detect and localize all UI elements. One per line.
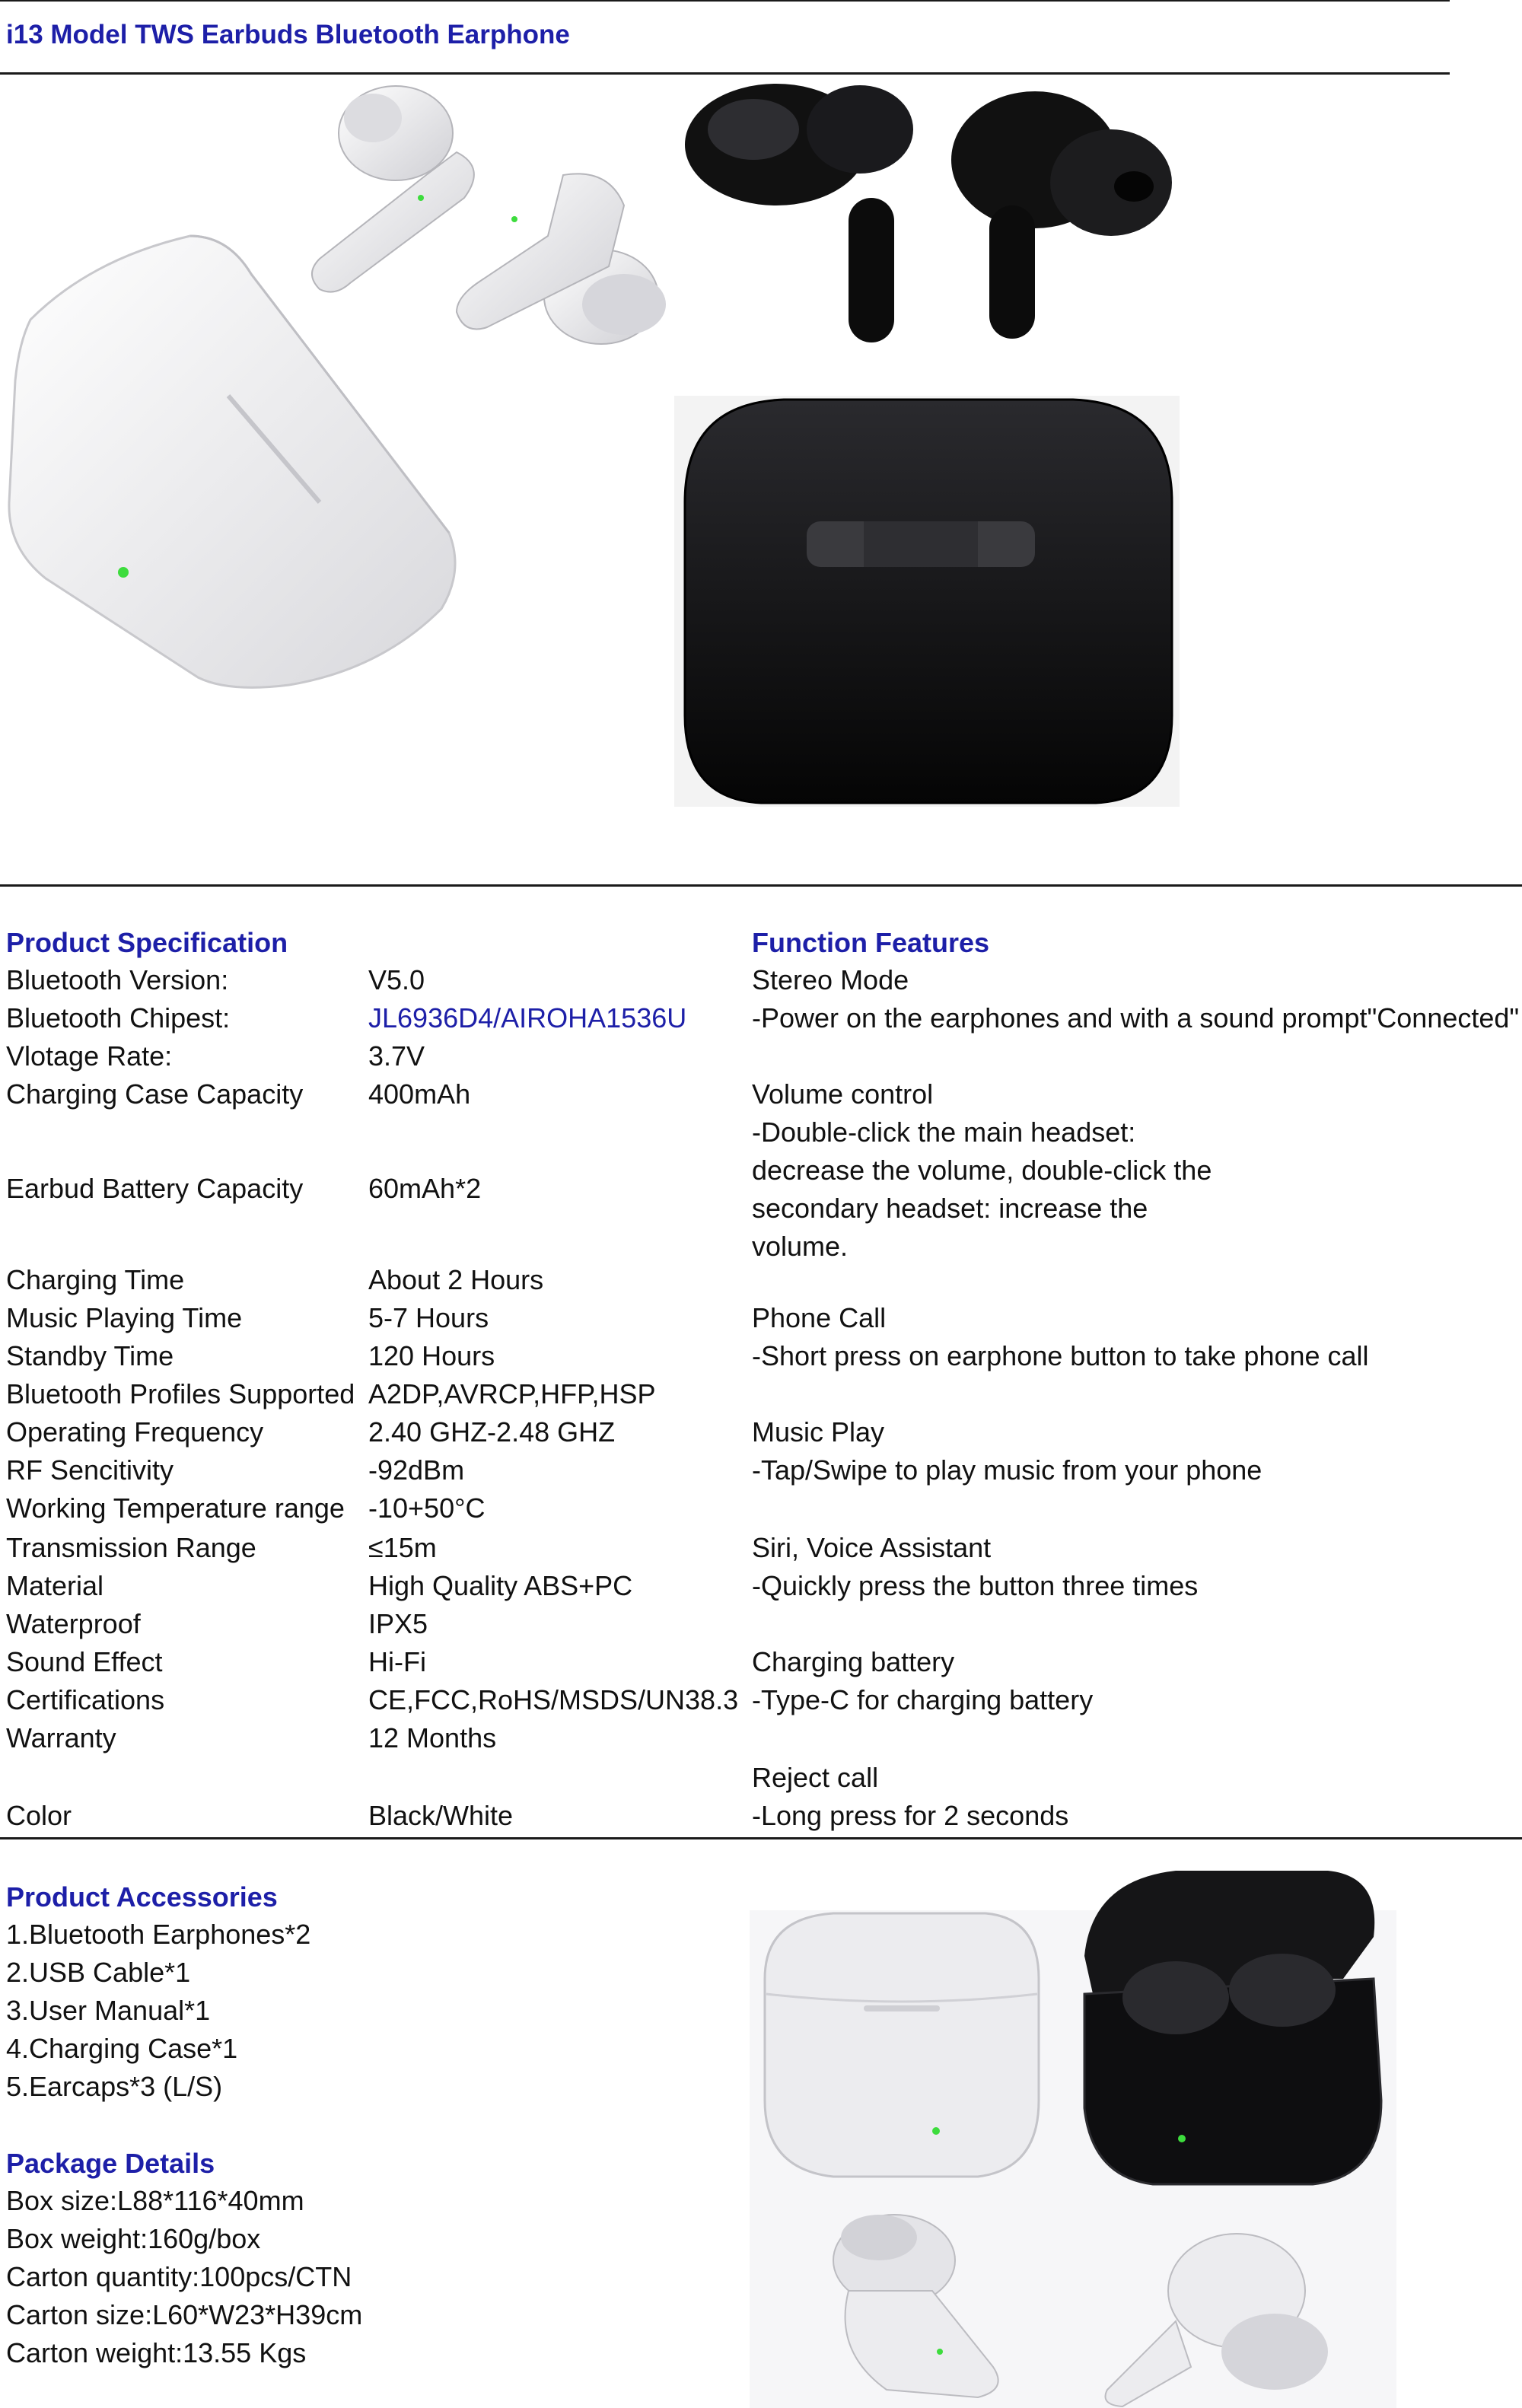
feature-desc: -Quickly press the button three times — [752, 1570, 1199, 1601]
spec-value: CE,FCC,RoHS/MSDS/UN38.3 — [368, 1684, 739, 1715]
cases-and-earbuds-photo — [750, 1865, 1396, 2408]
feature-title: Siri, Voice Assistant — [752, 1532, 992, 1563]
spec-label: Bluetooth Profiles Supported — [6, 1378, 355, 1409]
package-item: Box weight:160g/box — [6, 2223, 261, 2254]
spec-label: Bluetooth Version: — [6, 964, 229, 995]
spec-value: A2DP,AVRCP,HFP,HSP — [368, 1378, 656, 1409]
feature-desc: volume. — [752, 1231, 849, 1262]
features-heading: Function Features — [752, 927, 990, 958]
spec-value: 400mAh — [368, 1078, 471, 1110]
spec-label: Charging Case Capacity — [6, 1078, 304, 1110]
package-heading: Package Details — [6, 2148, 215, 2179]
spec-label: Certifications — [6, 1684, 165, 1715]
feature-desc: secondary headset: increase the — [752, 1193, 1148, 1224]
white-earbud-right — [457, 174, 666, 344]
spec-value: Black/White — [368, 1800, 514, 1831]
spec-label: Music Playing Time — [6, 1302, 243, 1333]
feature-desc: decrease the volume, double-click the — [752, 1155, 1212, 1186]
spec-label: Bluetooth Chipest: — [6, 1002, 231, 1034]
spec-label: Operating Frequency — [6, 1416, 264, 1448]
spec-label: Color — [6, 1800, 72, 1831]
feature-desc: -Type-C for charging battery — [752, 1684, 1094, 1715]
black-charging-case — [674, 396, 1180, 807]
feature-title: Volume control — [752, 1078, 934, 1110]
accessories-heading: Product Accessories — [6, 1881, 278, 1913]
section-rule-2 — [0, 1837, 1522, 1839]
spec-label: Vlotage Rate: — [6, 1040, 173, 1072]
feature-desc: -Double-click the main headset: — [752, 1116, 1136, 1148]
spec-value: -10+50°C — [368, 1492, 486, 1524]
black-earbud-left — [685, 84, 913, 342]
package-item: Carton weight:13.55 Kgs — [6, 2337, 307, 2368]
feature-title: Music Play — [752, 1416, 885, 1448]
accessory-item: 2.USB Cable*1 — [6, 1957, 191, 1988]
accessory-item: 4.Charging Case*1 — [6, 2033, 238, 2064]
section-rule-1 — [0, 884, 1522, 887]
spec-value: Hi-Fi — [368, 1646, 426, 1677]
feature-desc: -Power on the earphones and with a sound prompt"Connected" — [752, 1002, 1520, 1034]
accessory-item: 3.User Manual*1 — [6, 1995, 211, 2026]
package-item: Box size:L88*116*40mm — [6, 2185, 304, 2216]
spec-value: High Quality ABS+PC — [368, 1570, 633, 1601]
spec-label: RF Sencitivity — [6, 1454, 174, 1486]
accessory-item: 1.Bluetooth Earphones*2 — [6, 1919, 311, 1950]
spec-label: Waterproof — [6, 1608, 141, 1639]
spec-heading: Product Specification — [6, 927, 288, 958]
spec-value: 3.7V — [368, 1040, 425, 1072]
title-rule — [0, 72, 1450, 75]
white-charging-case — [9, 236, 455, 687]
accessory-item: 5.Earcaps*3 (L/S) — [6, 2071, 223, 2102]
spec-value: V5.0 — [368, 964, 425, 995]
spec-label: Charging Time — [6, 1264, 185, 1295]
spec-label: Material — [6, 1570, 104, 1601]
page-title: i13 Model TWS Earbuds Bluetooth Earphone — [6, 20, 570, 49]
spec-label: Transmission Range — [6, 1532, 256, 1563]
spec-value: 120 Hours — [368, 1340, 495, 1371]
spec-label: Warranty — [6, 1722, 116, 1753]
white-earbuds-photo — [0, 76, 670, 746]
spec-value: -92dBm — [368, 1454, 465, 1486]
spec-value: 12 Months — [368, 1722, 497, 1753]
spec-label: Working Temperature range — [6, 1492, 345, 1524]
spec-value: About 2 Hours — [368, 1264, 544, 1295]
spec-label: Earbud Battery Capacity — [6, 1173, 304, 1204]
spec-value: 5-7 Hours — [368, 1302, 489, 1333]
spec-label: Standby Time — [6, 1340, 174, 1371]
black-earbud-right — [951, 91, 1172, 339]
spec-label: Sound Effect — [6, 1646, 163, 1677]
feature-desc: -Tap/Swipe to play music from your phone — [752, 1454, 1262, 1486]
top-rule — [0, 0, 1450, 2]
feature-title: Stereo Mode — [752, 964, 909, 995]
package-item: Carton size:L60*W23*H39cm — [6, 2299, 363, 2330]
feature-desc: -Short press on earphone button to take phone call — [752, 1340, 1369, 1371]
spec-value: 2.40 GHZ-2.48 GHZ — [368, 1416, 616, 1448]
spec-value: 60mAh*2 — [368, 1173, 482, 1204]
black-case-open — [1084, 1871, 1381, 2184]
feature-title: Charging battery — [752, 1646, 955, 1677]
black-earbuds-photo — [670, 76, 1202, 807]
white-earbud-left — [312, 86, 474, 292]
feature-desc: -Long press for 2 seconds — [752, 1800, 1069, 1831]
package-item: Carton quantity:100pcs/CTN — [6, 2261, 352, 2292]
feature-title: Reject call — [752, 1762, 879, 1793]
white-case — [765, 1913, 1039, 2177]
feature-title: Phone Call — [752, 1302, 887, 1333]
spec-value-link[interactable]: JL6936D4/AIROHA1536U — [368, 1002, 687, 1034]
spec-value: ≤15m — [368, 1532, 437, 1563]
spec-value: IPX5 — [368, 1608, 428, 1639]
